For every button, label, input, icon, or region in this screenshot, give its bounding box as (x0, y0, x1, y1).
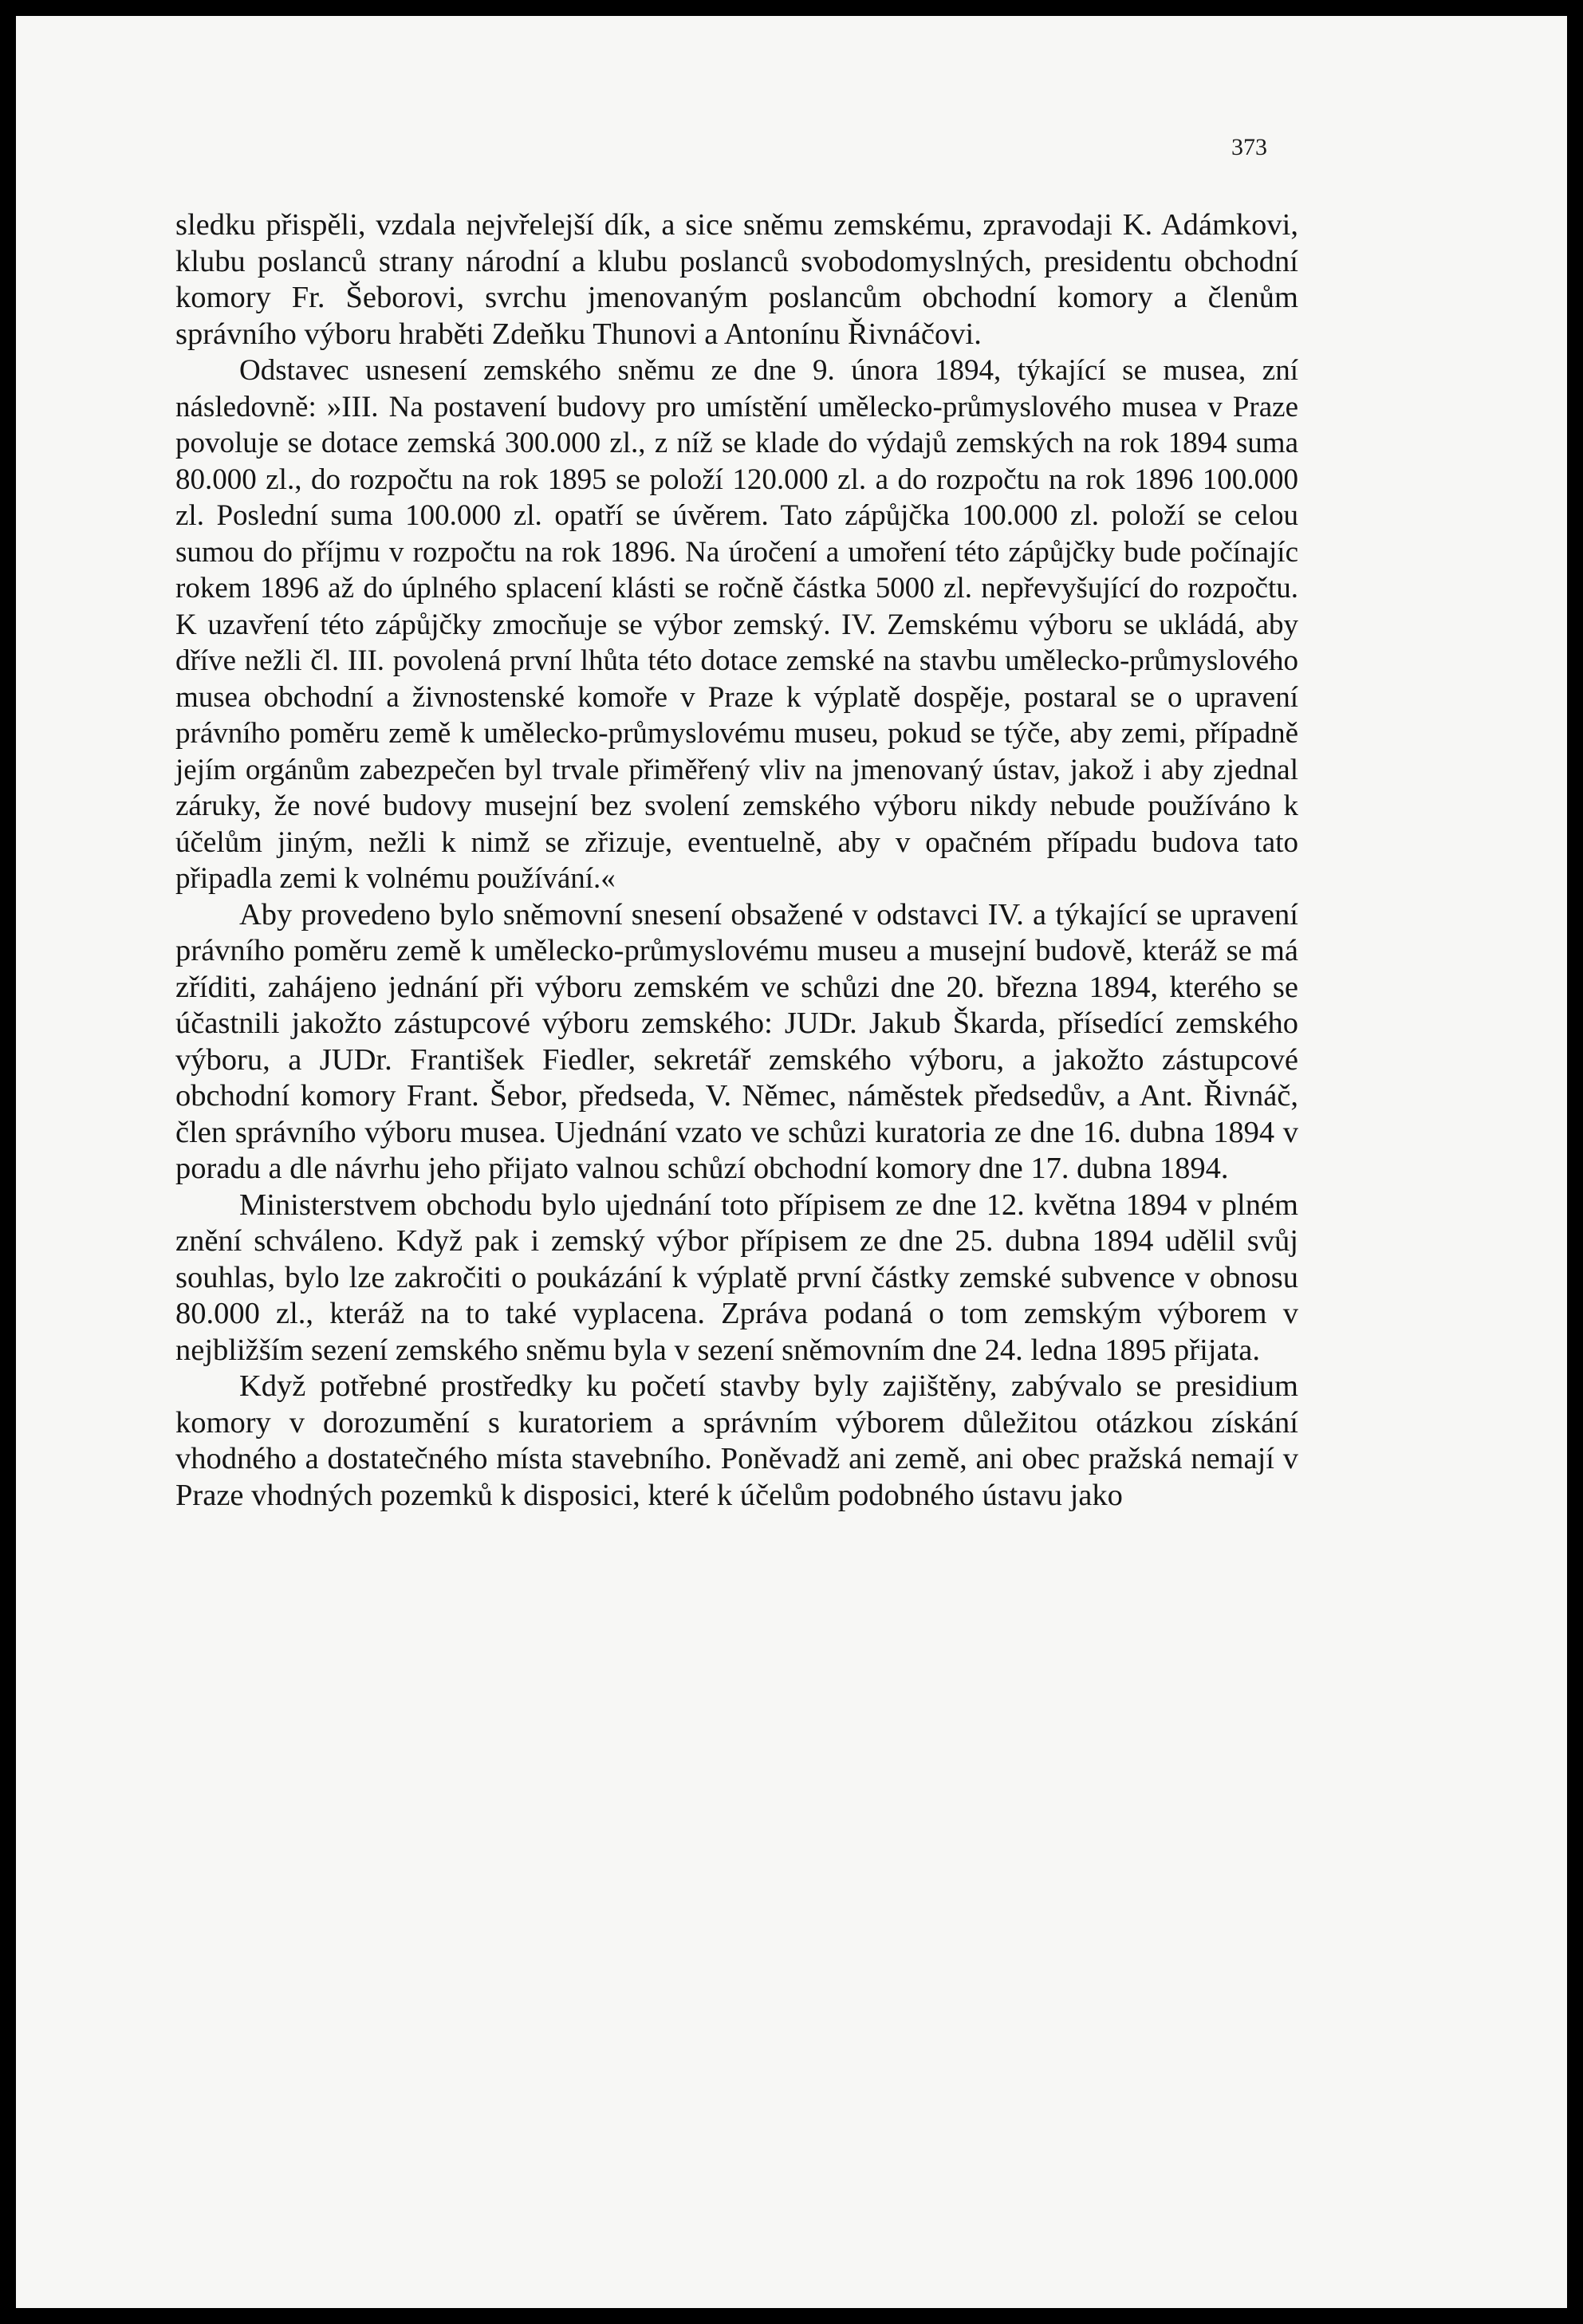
paragraph-5: Když potřebné prostředky ku početí stavby byly zajištěny, zabývalo se presidium komory v dorozumění s kuratoriem a správním výborem důležitou otázkou získání vhodného a dostatečného místa stavebního. Poněvadž ani země, ani obec pražská nemají v Praze vhodných pozemků k disposici, které k účelům podobného ústavu jako (175, 1369, 1298, 1512)
paragraph-4: Ministerstvem obchodu bylo ujednání toto přípisem ze dne 12. května 1894 v plném znění schváleno. Když pak i zemský výbor přípisem ze dne 25. dubna 1894 udělil svůj souhlas, bylo lze zakročiti o poukázání k výplatě první částky zemské subvence v obnosu 80.000 zl., kteráž na to také vyplacena. Zpráva podaná o tom zemským výborem v nejbližším sezení zemského sněmu byla v sezení sněmovním dne 24. ledna 1895 přijata. (175, 1188, 1298, 1367)
scanned-page (16, 16, 1567, 2308)
paragraph-3: Aby provedeno bylo sněmovní snesení obsažené v odstavci IV. a týkající se upravení právního poměru země k umělecko-průmyslovému museu a musejní budově, kteráž se má zříditi, zahájeno jednání při výboru zemském ve schůzi dne 20. března 1894, kterého se účastnili jakožto zástupcové výboru zemského: JUDr. Jakub Škarda, přísedící zemského výboru, a JUDr. František Fiedler, sekretář zemského výboru, a jakožto zástupcové obchodní komory Frant. Šebor, předseda, V. Němec, náměstek předsedův, a Ant. Řivnáč, člen správního výboru musea. Ujednání vzato ve schůzi kuratoria ze dne 16. dubna 1894 v poradu a dle návrhu jeho přijato valnou schůzí obchodní komory dne 17. dubna 1894. (175, 897, 1298, 1185)
body-text (175, 207, 1298, 1514)
paragraph-2: Odstavec usnesení zemského sněmu ze dne 9. února 1894, týkající se musea, zní následovně: »III. Na postavení budovy pro umístění umělecko-průmyslového musea v Praze povoluje se dotace zemská 300.000 zl., z níž se klade do výdajů zemských na rok 1894 suma 80.000 zl., do rozpočtu na rok 1895 se položí 120.000 zl. a do rozpočtu na rok 1896 100.000 zl. Poslední suma 100.000 zl. opatří se úvěrem. Tato zápůjčka 100.000 zl. položí se celou sumou do příjmu v rozpočtu na rok 1896. Na úročení a umoření této zápůjčky bude počínajíc rokem 1896 až do úplného splacení klásti se ročně částka 5000 zl. nepřevyšující do rozpočtu. K uzavření této zápůjčky zmocňuje se výbor zemský. IV. Zemskému výboru se ukládá, aby dříve nežli čl. III. povolená první lhůta této dotace zemské na stavbu umělecko-průmyslového musea obchodní a živnostenské komoře v Praze k výplatě dospěje, postaral se o upravení právního poměru země k umělecko-průmyslovému museu, pokud se týče, aby zemi, případně jejím orgánům zabezpečen byl trvale přiměřený vliv na jmenovaný ústav, jakož i aby zjednal záruky, že nové budovy musejní bez svolení zemského výboru nikdy nebude používáno k účelům jiným, nežli k nimž se zřizuje, eventuelně, aby v opačném případu budova tato připadla zemi k volnému používání.« (175, 354, 1298, 895)
paragraph-1: sledku přispěli, vzdala nejvřelejší dík, a sice sněmu zemskému, zpravodaji K. Adámkovi, klubu poslanců strany národní a klubu poslanců svobodomyslných, presidentu obchodní komory Fr. Šeborovi, svrchu jmenovaným poslancům obchodní komory a členům správního výboru hraběti Zdeňku Thunovi a Antonínu Řivnáčovi. (175, 208, 1298, 351)
page-number: 373 (1231, 134, 1267, 160)
